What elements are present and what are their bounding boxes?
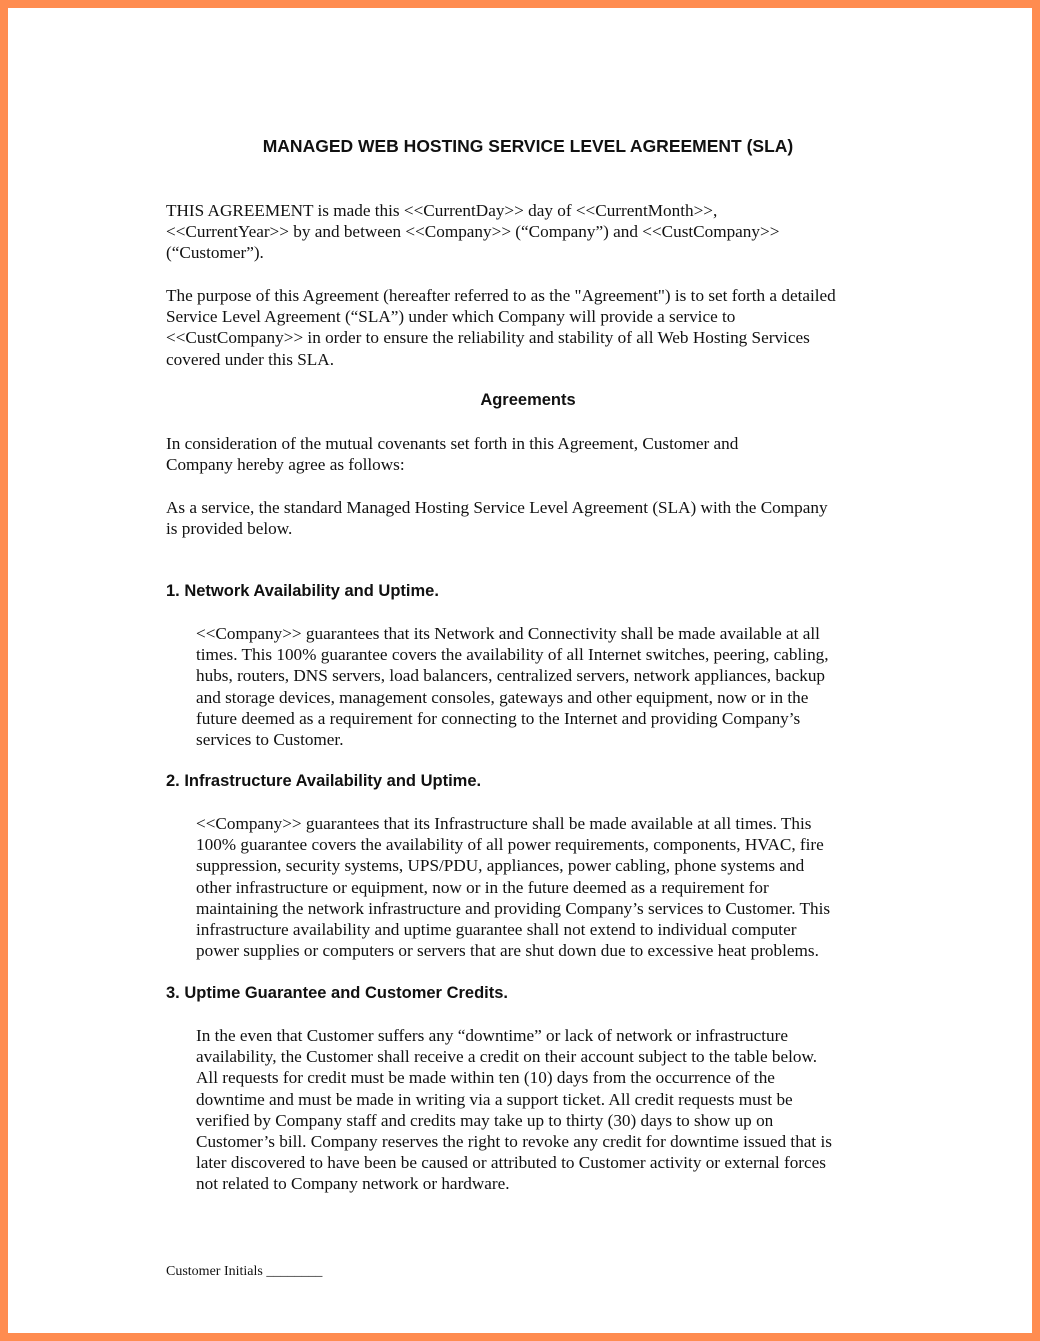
purpose-paragraph: The purpose of this Agreement (hereafter referred to as the "Agreement") is to set forth a detailed Service Level Agreement (“SLA”) under which Company will provide a service to <<CustCompany>> in order to ensure the reliability and stability of all Web Hosting Services covered under this SLA.	[166, 286, 836, 369]
section-body-network: <<Company>> guarantees that its Network and Connectivity shall be made available at all times. This 100% guarantee covers the availability of all Internet switches, peering, cabling, hubs, routers, DNS servers, load balancers, centralized servers, network appliances, backup and storage devices, management consoles, gateways and other equipment, now or in the future deemed as a requirement for connecting to the Internet and providing Company’s services to Customer.	[196, 624, 829, 750]
agreements-heading: Agreements	[480, 391, 576, 409]
consideration-paragraph: In consideration of the mutual covenants set forth in this Agreement, Customer and Company hereby agree as follows:	[166, 434, 739, 475]
section-heading-network: 1. Network Availability and Uptime.	[166, 582, 439, 600]
service-paragraph: As a service, the standard Managed Hosting Service Level Agreement (SLA) with the Company is provided below.	[166, 498, 828, 539]
section-heading-infrastructure: 2. Infrastructure Availability and Uptime.	[166, 772, 482, 790]
section-heading-uptime-credits: 3. Uptime Guarantee and Customer Credits.	[166, 984, 508, 1002]
document-title: MANAGED WEB HOSTING SERVICE LEVEL AGREEMENT (SLA)	[262, 136, 794, 156]
section-body-infrastructure: <<Company>> guarantees that its Infrastructure shall be made available at all times. This 100% guarantee covers the availability of all power requirements, components, HVAC, fire suppression, security systems, UPS/PDU, appliances, power cabling, phone systems and other infrastructure or equipment, now or in the future deemed as a requirement for maintaining the network infrastructure and providing Company’s services to Customer. This infrastructure availability and uptime guarantee shall not extend to individual computer power supplies or computers or servers that are shut down due to excessive heat problems.	[196, 814, 831, 961]
customer-initials-line: Customer Initials ________	[166, 1264, 323, 1279]
intro-paragraph: THIS AGREEMENT is made this <<CurrentDay>> day of <<CurrentMonth>>, <<CurrentYear>> by and between <<Company>> (“Company”) and <<CustCompany>> (“Customer”).	[166, 201, 780, 263]
section-body-uptime-credits: In the even that Customer suffers any “downtime” or lack of network or infrastructure availability, the Customer shall receive a credit on their account subject to the table below. All requests for credit must be made within ten (10) days from the occurrence of the downtime and must be made in writing via a support ticket. All credit requests must be verified by Company staff and credits may take up to thirty (30) days to show up on Customer’s bill. Company reserves the right to revoke any credit for downtime issued that is later discovered to have been be caused or attributed to Customer activity or external forces not related to Company network or hardware.	[196, 1026, 832, 1194]
